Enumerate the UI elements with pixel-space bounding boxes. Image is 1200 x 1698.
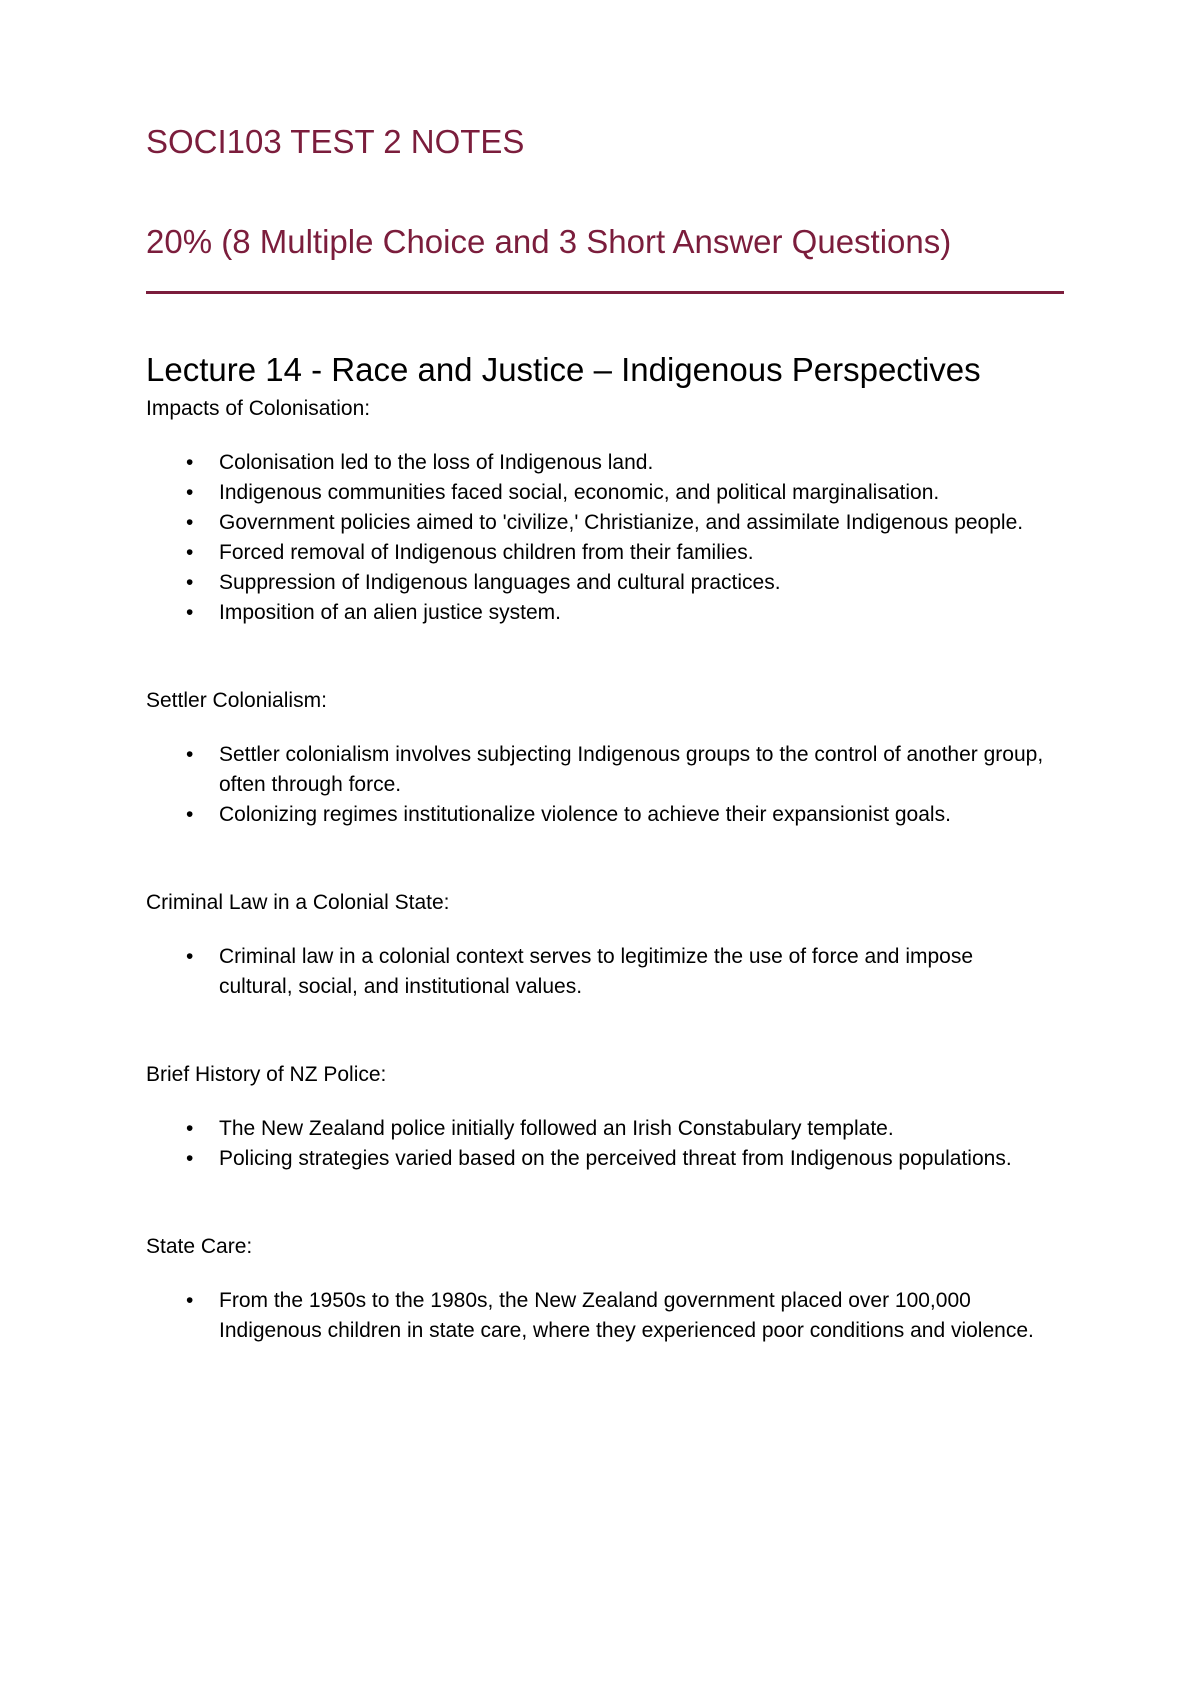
section-heading: Impacts of Colonisation: (146, 397, 371, 420)
lecture-heading: Lecture 14 - Race and Justice – Indigenous Perspectives (146, 351, 981, 388)
bullet-list (146, 1114, 1046, 1174)
bullet-item (146, 568, 1046, 598)
bullet-text: Government policies aimed to 'civilize,' Christianize, and assimilate Indigenous people. (219, 511, 1024, 534)
title-divider (146, 291, 1064, 294)
bullet-icon: • (186, 541, 194, 564)
bullet-icon: • (186, 571, 194, 594)
document-title: SOCI103 TEST 2 NOTES (146, 123, 525, 160)
bullet-text: Imposition of an alien justice system. (219, 601, 561, 624)
bullet-item (146, 1144, 1046, 1174)
bullet-list (146, 1286, 1046, 1346)
section-heading: Criminal Law in a Colonial State: (146, 891, 450, 914)
bullet-item (146, 1114, 1046, 1144)
bullet-list (146, 448, 1046, 628)
bullet-list (146, 942, 1046, 1002)
bullet-item (146, 448, 1046, 478)
bullet-item (146, 800, 1046, 830)
document-subtitle: 20% (8 Multiple Choice and 3 Short Answer Questions) (146, 223, 952, 260)
bullet-icon: • (186, 743, 194, 766)
bullet-icon: • (186, 511, 194, 534)
bullet-item (146, 508, 1046, 538)
bullet-text: Criminal law in a colonial context serves to legitimize the use of force and impose cultural, social, and institutional values. (219, 945, 974, 998)
bullet-icon: • (186, 601, 194, 624)
bullet-icon: • (186, 1289, 194, 1312)
section-impacts-of-colonisation (146, 394, 1046, 628)
bullet-item (146, 538, 1046, 568)
bullet-text: Forced removal of Indigenous children from their families. (219, 541, 754, 564)
section-criminal-law (146, 888, 1046, 1002)
bullet-list (146, 740, 1046, 830)
bullet-text: Suppression of Indigenous languages and cultural practices. (219, 571, 781, 594)
section-heading: State Care: (146, 1235, 253, 1258)
bullet-item (146, 740, 1046, 800)
notes-content (146, 394, 1046, 1404)
bullet-item (146, 942, 1046, 1002)
section-nz-police-history (146, 1060, 1046, 1174)
section-settler-colonialism (146, 686, 1046, 830)
bullet-text: Settler colonialism involves subjecting Indigenous groups to the control of another group, often through force. (219, 743, 1044, 796)
bullet-item (146, 478, 1046, 508)
bullet-icon: • (186, 1117, 194, 1140)
bullet-item (146, 598, 1046, 628)
bullet-text: Colonisation led to the loss of Indigenous land. (219, 451, 654, 474)
bullet-icon: • (186, 803, 194, 826)
bullet-icon: • (186, 451, 194, 474)
bullet-item (146, 1286, 1046, 1346)
bullet-text: Colonizing regimes institutionalize violence to achieve their expansionist goals. (219, 803, 951, 826)
bullet-text: Indigenous communities faced social, economic, and political marginalisation. (219, 481, 940, 504)
bullet-icon: • (186, 945, 194, 968)
bullet-text: From the 1950s to the 1980s, the New Zealand government placed over 100,000 Indigenous children in state care, where they experienced poor conditions and violence. (219, 1289, 1034, 1342)
section-state-care (146, 1232, 1046, 1346)
section-heading: Settler Colonialism: (146, 689, 327, 712)
section-heading: Brief History of NZ Police: (146, 1063, 387, 1086)
bullet-text: Policing strategies varied based on the perceived threat from Indigenous populations. (219, 1147, 1012, 1170)
bullet-icon: • (186, 1147, 194, 1170)
bullet-icon: • (186, 481, 194, 504)
bullet-text: The New Zealand police initially followed an Irish Constabulary template. (219, 1117, 894, 1140)
